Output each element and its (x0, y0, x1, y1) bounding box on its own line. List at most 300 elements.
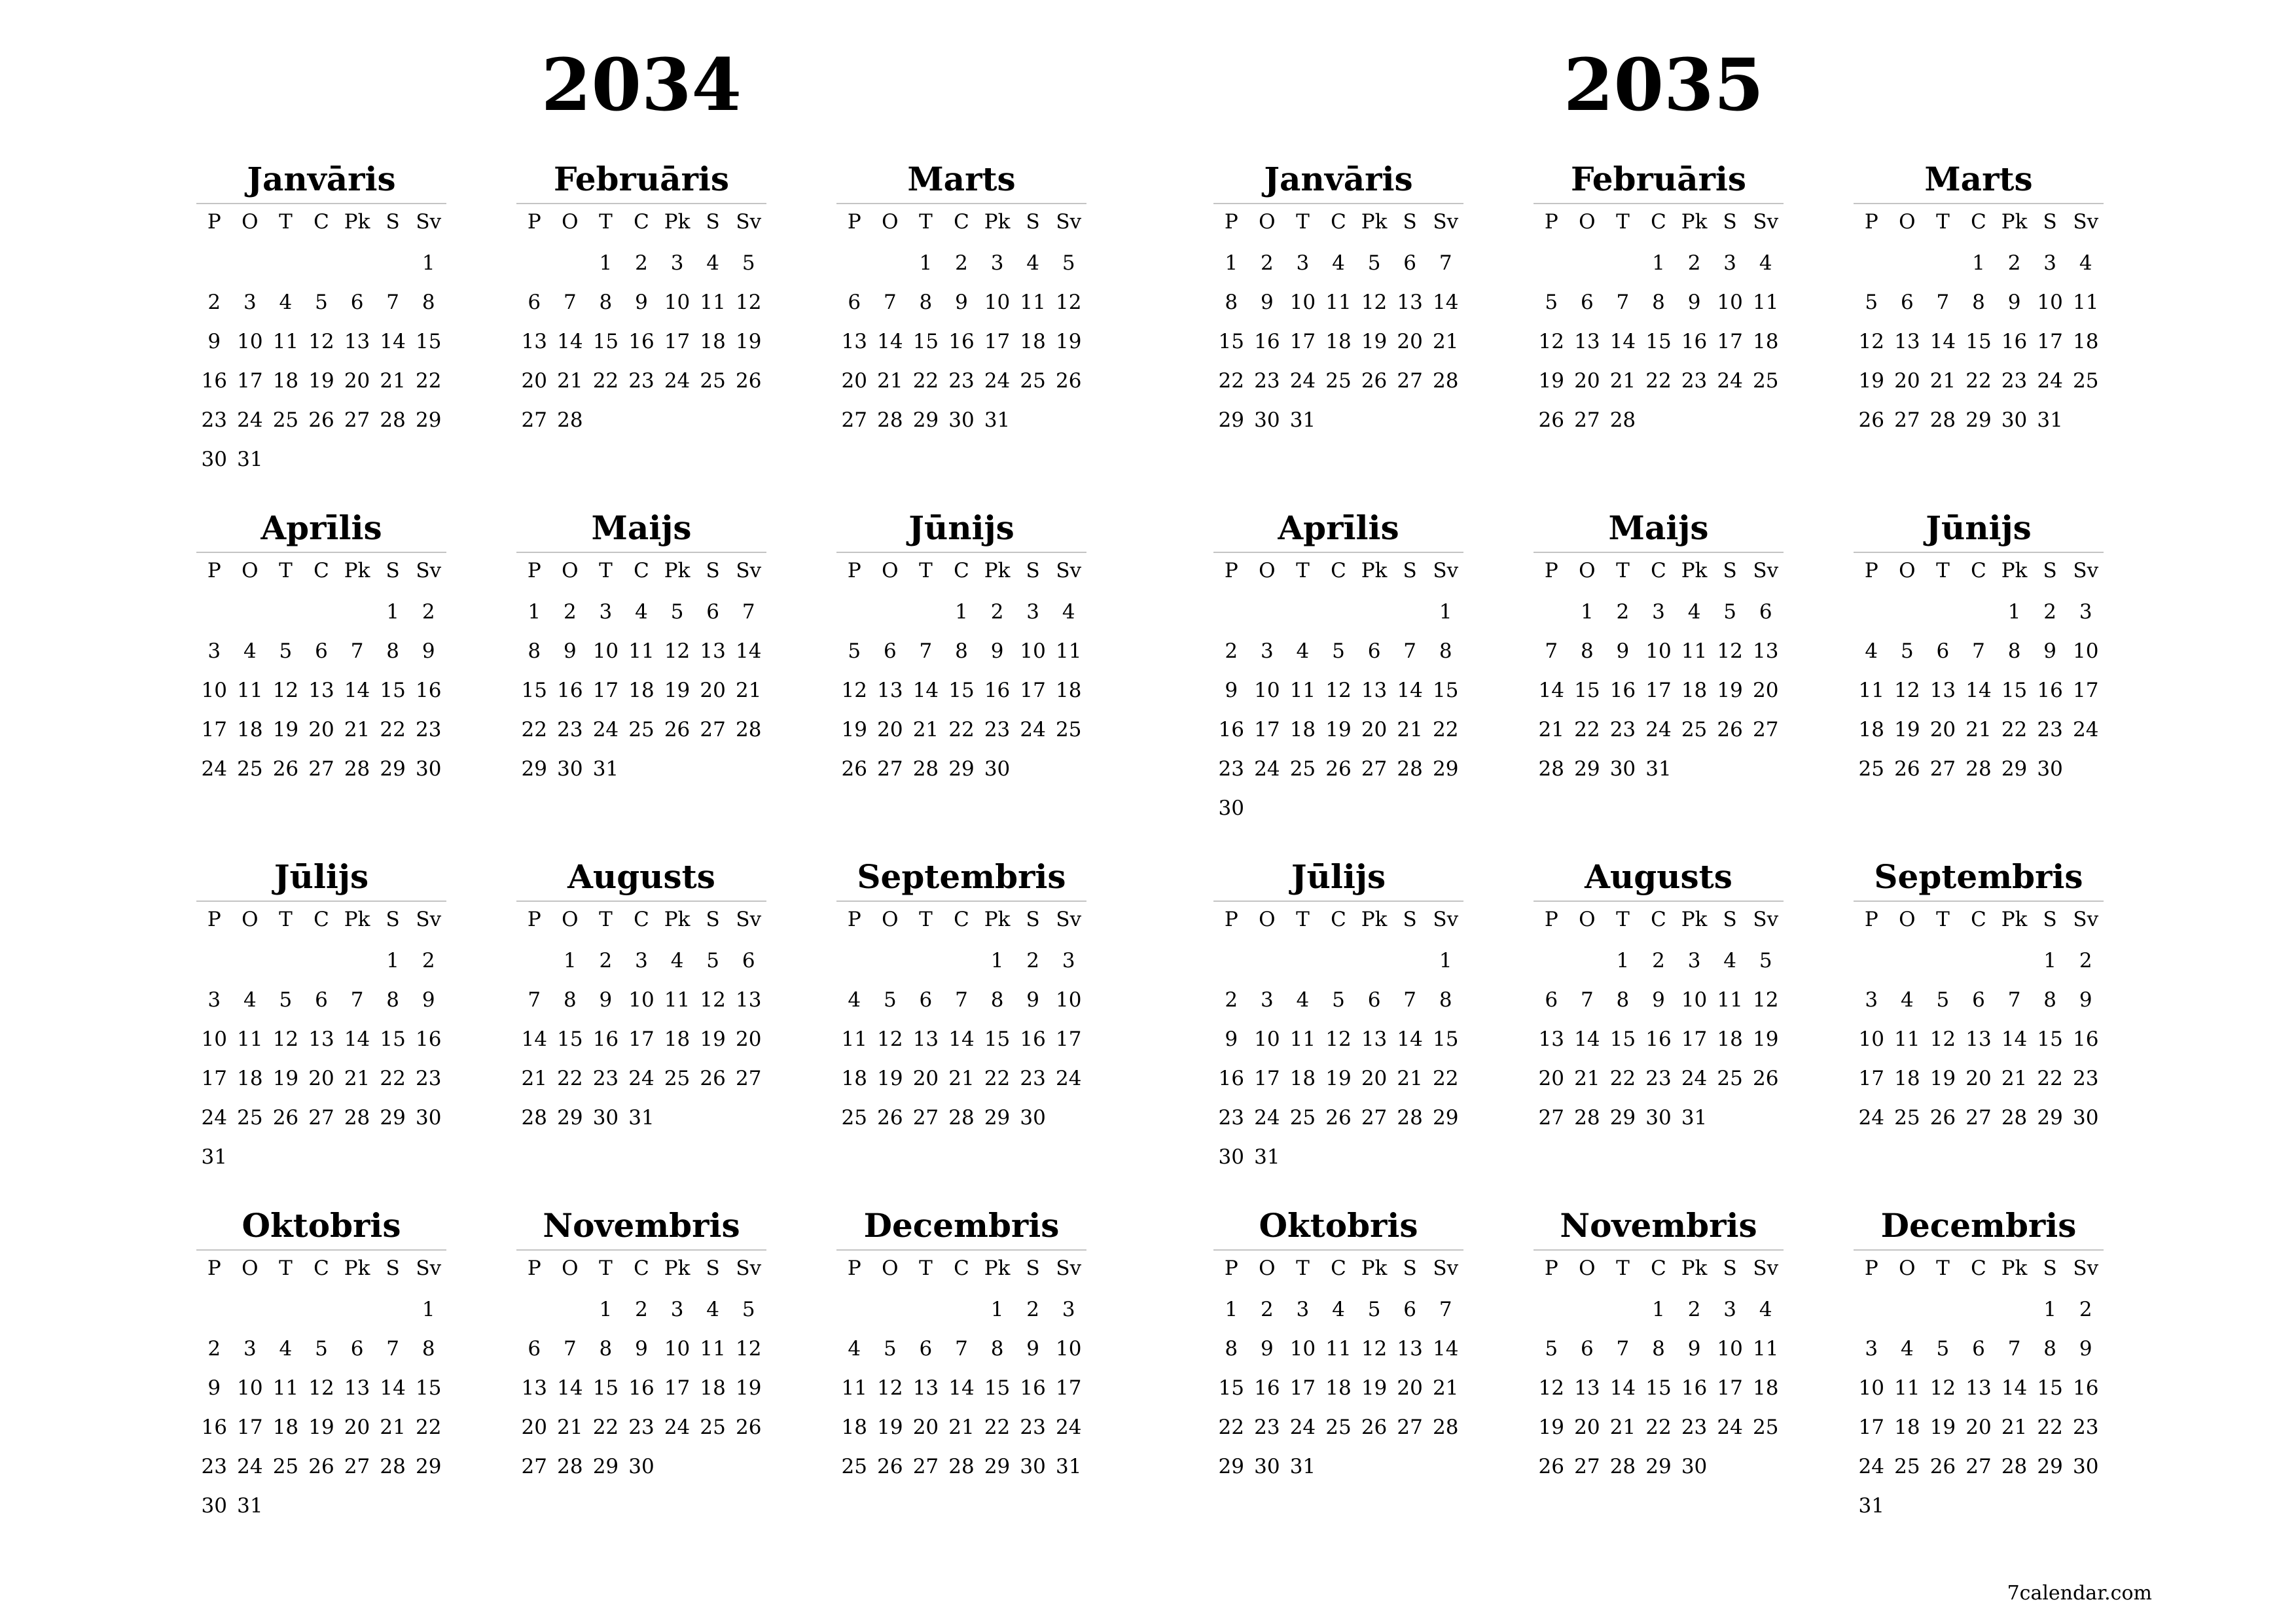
weekday-header: C (954, 908, 969, 931)
day-cell: 2 (1260, 251, 1274, 275)
day-cell: 16 (2072, 1027, 2099, 1051)
weekday-header: Sv (736, 1257, 762, 1280)
empty-cell (944, 941, 980, 980)
empty-cell (836, 1290, 872, 1329)
year-title-2035: 2035 (1563, 43, 1765, 127)
day-cell: 26 (1538, 1455, 1564, 1478)
day-cell: 4 (1026, 251, 1039, 275)
weekday-header: O (242, 559, 259, 582)
day-cell: 23 (201, 1455, 227, 1478)
month-days-grid (1854, 553, 2104, 789)
day-cell: 31 (1681, 1106, 1708, 1130)
day-cell: 25 (700, 369, 726, 393)
empty-cell (872, 1290, 908, 1329)
day-cell: 17 (628, 1027, 655, 1051)
day-cell: 30 (1254, 408, 1280, 432)
day-cell: 28 (380, 408, 406, 432)
month-block (196, 853, 446, 1202)
day-cell: 29 (948, 757, 975, 781)
day-cell: 27 (912, 1106, 939, 1130)
day-cell: 31 (628, 1106, 655, 1130)
day-cell: 5 (1723, 600, 1736, 624)
day-cell: 26 (735, 1416, 762, 1439)
empty-cell (1890, 941, 1926, 980)
day-cell: 5 (1367, 1298, 1381, 1321)
day-cell: 23 (1020, 1416, 1046, 1439)
day-cell: 9 (207, 1376, 221, 1400)
day-cell: 16 (628, 330, 655, 353)
day-cell: 19 (1361, 330, 1388, 353)
day-cell: 9 (599, 988, 613, 1012)
day-cell: 31 (1254, 1145, 1280, 1169)
day-cell: 15 (380, 1027, 406, 1051)
day-cell: 22 (592, 1416, 619, 1439)
day-cell: 2 (2043, 600, 2056, 624)
weekday-header: S (706, 908, 720, 931)
day-cell: 13 (1965, 1376, 1992, 1400)
month-block (1534, 156, 1784, 505)
day-cell: 3 (243, 1337, 257, 1361)
empty-cell (339, 1290, 375, 1329)
day-cell: 1 (1225, 251, 1238, 275)
month-name: Jūnijs (1926, 508, 2032, 547)
day-cell: 2 (2007, 251, 2021, 275)
weekday-header: Pk (344, 559, 370, 582)
day-cell: 26 (1717, 718, 1743, 741)
day-cell: 19 (1929, 1416, 1956, 1439)
day-cell: 14 (380, 1376, 406, 1400)
day-cell: 17 (664, 330, 691, 353)
day-cell: 8 (2007, 639, 2021, 663)
weekday-header: O (882, 908, 899, 931)
weekday-header: T (919, 1257, 933, 1280)
day-cell: 21 (1397, 1067, 1423, 1090)
day-cell: 18 (1325, 1376, 1352, 1400)
weekday-header: S (706, 1257, 720, 1280)
day-cell: 28 (912, 757, 939, 781)
day-cell: 11 (237, 1027, 263, 1051)
empty-cell (339, 592, 375, 632)
month-name: Maijs (1608, 508, 1709, 547)
day-cell: 2 (635, 251, 648, 275)
day-cell: 5 (883, 988, 897, 1012)
day-cell: 9 (1687, 291, 1701, 314)
day-cell: 25 (237, 1106, 263, 1130)
empty-cell (1392, 592, 1428, 632)
weekday-header: C (954, 210, 969, 234)
day-cell: 18 (1717, 1027, 1743, 1051)
day-cell: 10 (1681, 988, 1708, 1012)
weekday-header: P (1544, 559, 1558, 582)
day-cell: 3 (1296, 251, 1310, 275)
empty-cell (872, 592, 908, 632)
footer-site-label: 7calendar.com (2007, 1582, 2152, 1605)
day-cell: 11 (1055, 639, 1082, 663)
day-cell: 7 (1616, 1337, 1630, 1361)
day-cell: 7 (2007, 988, 2021, 1012)
weekday-header: S (1403, 210, 1417, 234)
day-cell: 20 (735, 1027, 762, 1051)
day-cell: 3 (1687, 949, 1701, 972)
day-cell: 29 (415, 1455, 442, 1478)
day-cell: 30 (201, 448, 227, 471)
day-cell: 25 (1717, 1067, 1743, 1090)
day-cell: 7 (1403, 988, 1416, 1012)
day-cell: 5 (1062, 251, 1075, 275)
weekday-header: Pk (1361, 1257, 1388, 1280)
day-cell: 13 (1574, 330, 1600, 353)
day-cell: 8 (1652, 291, 1665, 314)
day-cell: 10 (1858, 1027, 1884, 1051)
day-cell: 6 (919, 988, 933, 1012)
day-cell: 3 (1026, 600, 1039, 624)
day-cell: 9 (2043, 639, 2056, 663)
day-cell: 28 (877, 408, 903, 432)
day-cell: 10 (1289, 1337, 1316, 1361)
day-cell: 4 (2079, 251, 2092, 275)
weekday-header: Pk (984, 559, 1011, 582)
weekday-header: S (1026, 559, 1040, 582)
day-cell: 13 (521, 330, 547, 353)
month-days-grid (1534, 553, 1784, 789)
month-name: Marts (907, 160, 1016, 198)
day-cell: 25 (272, 408, 299, 432)
weekday-header: O (1899, 559, 1916, 582)
day-cell: 28 (1609, 1455, 1636, 1478)
day-cell: 1 (1972, 251, 1985, 275)
day-cell: 18 (1289, 1067, 1316, 1090)
day-cell: 10 (1020, 639, 1046, 663)
day-cell: 17 (1858, 1067, 1884, 1090)
month-name: Jūlijs (1291, 857, 1386, 896)
weekday-header: C (634, 908, 649, 931)
day-cell: 12 (1361, 1337, 1388, 1361)
day-cell: 3 (1062, 1298, 1075, 1321)
empty-cell (1356, 592, 1392, 632)
empty-cell (304, 941, 340, 980)
day-cell: 14 (1609, 330, 1636, 353)
day-cell: 20 (912, 1416, 939, 1439)
day-cell: 16 (415, 679, 442, 702)
month-block (1213, 1202, 1463, 1551)
day-cell: 16 (1681, 330, 1708, 353)
day-cell: 9 (422, 988, 435, 1012)
day-cell: 29 (1218, 408, 1244, 432)
day-cell: 22 (592, 369, 619, 393)
weekday-header: S (1403, 559, 1417, 582)
day-cell: 2 (1652, 949, 1665, 972)
day-cell: 3 (1062, 949, 1075, 972)
day-cell: 17 (1254, 1067, 1280, 1090)
day-cell: 3 (2079, 600, 2092, 624)
day-cell: 5 (1545, 1337, 1558, 1361)
day-cell: 8 (1225, 1337, 1238, 1361)
day-cell: 8 (386, 639, 399, 663)
day-cell: 26 (735, 369, 762, 393)
day-cell: 25 (1325, 1416, 1352, 1439)
day-cell: 3 (635, 949, 648, 972)
weekday-header: Pk (344, 908, 370, 931)
month-block (836, 1202, 1086, 1551)
day-cell: 22 (557, 1067, 583, 1090)
day-cell: 8 (1616, 988, 1630, 1012)
day-cell: 30 (2037, 757, 2063, 781)
day-cell: 10 (237, 330, 263, 353)
empty-cell (908, 1290, 944, 1329)
day-cell: 20 (1894, 369, 1920, 393)
weekday-header: C (314, 559, 329, 582)
day-cell: 8 (599, 1337, 613, 1361)
day-cell: 21 (344, 1067, 370, 1090)
weekday-header: C (634, 1257, 649, 1280)
day-cell: 6 (706, 600, 719, 624)
day-cell: 24 (1289, 1416, 1316, 1439)
day-cell: 8 (2043, 1337, 2056, 1361)
day-cell: 26 (1361, 369, 1388, 393)
day-cell: 12 (308, 1376, 334, 1400)
day-cell: 4 (635, 600, 648, 624)
day-cell: 15 (2037, 1376, 2063, 1400)
day-cell: 27 (1538, 1106, 1564, 1130)
day-cell: 26 (841, 757, 867, 781)
day-cell: 10 (1858, 1376, 1884, 1400)
day-cell: 11 (1894, 1027, 1920, 1051)
day-cell: 9 (422, 639, 435, 663)
month-block (1213, 156, 1463, 505)
day-cell: 26 (1538, 408, 1564, 432)
day-cell: 14 (2001, 1376, 2028, 1400)
weekday-header: O (1579, 210, 1596, 234)
day-cell: 23 (628, 1416, 655, 1439)
weekday-header: O (1259, 210, 1276, 234)
empty-cell (1890, 243, 1926, 283)
day-cell: 8 (1225, 291, 1238, 314)
day-cell: 1 (386, 949, 399, 972)
weekday-header: S (706, 559, 720, 582)
day-cell: 30 (201, 1494, 227, 1518)
day-cell: 13 (1538, 1027, 1564, 1051)
day-cell: 7 (2007, 1337, 2021, 1361)
day-cell: 5 (1332, 988, 1345, 1012)
day-cell: 25 (1752, 369, 1779, 393)
day-cell: 5 (1900, 639, 1914, 663)
weekday-header: S (2043, 559, 2057, 582)
month-name: Novembris (1560, 1206, 1757, 1245)
day-cell: 18 (841, 1416, 867, 1439)
day-cell: 12 (1538, 1376, 1564, 1400)
day-cell: 27 (308, 757, 334, 781)
empty-cell (232, 941, 268, 980)
weekday-header: C (1651, 1257, 1666, 1280)
weekday-header: O (1899, 210, 1916, 234)
day-cell: 13 (1752, 639, 1779, 663)
day-cell: 11 (700, 291, 726, 314)
day-cell: 18 (1020, 330, 1046, 353)
day-cell: 20 (700, 679, 726, 702)
day-cell: 22 (984, 1416, 1011, 1439)
day-cell: 13 (1361, 1027, 1388, 1051)
day-cell: 24 (984, 369, 1011, 393)
empty-cell (268, 592, 304, 632)
day-cell: 20 (1361, 1067, 1388, 1090)
day-cell: 27 (1574, 408, 1600, 432)
day-cell: 27 (1574, 1455, 1600, 1478)
day-cell: 19 (1858, 369, 1884, 393)
weekday-header: T (279, 908, 293, 931)
day-cell: 30 (1020, 1106, 1046, 1130)
month-name: Decembris (1880, 1206, 2077, 1245)
day-cell: 25 (1325, 369, 1352, 393)
empty-cell (339, 243, 375, 283)
weekday-header: C (954, 1257, 969, 1280)
weekday-header: C (314, 908, 329, 931)
day-cell: 29 (1609, 1106, 1636, 1130)
day-cell: 13 (344, 330, 370, 353)
day-cell: 17 (201, 1067, 227, 1090)
day-cell: 6 (883, 639, 897, 663)
day-cell: 4 (1332, 251, 1345, 275)
day-cell: 1 (563, 949, 577, 972)
empty-cell (1925, 243, 1961, 283)
day-cell: 11 (1858, 679, 1884, 702)
day-cell: 27 (1361, 1106, 1388, 1130)
weekday-header: P (1544, 210, 1558, 234)
day-cell: 20 (1574, 369, 1600, 393)
day-cell: 24 (664, 1416, 691, 1439)
day-cell: 31 (201, 1145, 227, 1169)
day-cell: 9 (1260, 291, 1274, 314)
day-cell: 2 (635, 1298, 648, 1321)
month-block (196, 156, 446, 505)
day-cell: 19 (841, 718, 867, 741)
day-cell: 28 (380, 1455, 406, 1478)
day-cell: 28 (1432, 1416, 1459, 1439)
weekday-header: O (242, 1257, 259, 1280)
day-cell: 19 (1538, 369, 1564, 393)
day-cell: 6 (350, 291, 364, 314)
month-days-grid (516, 553, 766, 789)
weekday-header: T (599, 908, 613, 931)
day-cell: 8 (1439, 988, 1452, 1012)
day-cell: 28 (948, 1455, 975, 1478)
empty-cell (1570, 1290, 1605, 1329)
day-cell: 12 (1361, 291, 1388, 314)
day-cell: 4 (1062, 600, 1075, 624)
weekday-header: P (207, 559, 221, 582)
weekday-header: S (1026, 908, 1040, 931)
day-cell: 24 (664, 369, 691, 393)
day-cell: 4 (243, 988, 257, 1012)
day-cell: 13 (1574, 1376, 1600, 1400)
year-calendar-2035 (1213, 156, 2132, 1551)
day-cell: 27 (912, 1455, 939, 1478)
day-cell: 1 (2043, 949, 2056, 972)
day-cell: 23 (201, 408, 227, 432)
day-cell: 15 (557, 1027, 583, 1051)
weekday-header: O (1259, 1257, 1276, 1280)
weekday-header: S (2043, 210, 2057, 234)
day-cell: 5 (1545, 291, 1558, 314)
day-cell: 31 (1289, 1455, 1316, 1478)
day-cell: 24 (237, 408, 263, 432)
day-cell: 25 (1752, 1416, 1779, 1439)
day-cell: 14 (1397, 1027, 1423, 1051)
month-days-grid (1854, 204, 2104, 440)
day-cell: 7 (528, 988, 541, 1012)
month-days-grid (1213, 1251, 1463, 1486)
day-cell: 3 (599, 600, 613, 624)
day-cell: 5 (706, 949, 719, 972)
empty-cell (516, 1290, 552, 1329)
day-cell: 16 (1254, 330, 1280, 353)
day-cell: 1 (955, 600, 968, 624)
day-cell: 5 (848, 639, 861, 663)
day-cell: 25 (1681, 718, 1708, 741)
day-cell: 24 (1020, 718, 1046, 741)
weekday-header: O (1259, 559, 1276, 582)
day-cell: 16 (415, 1027, 442, 1051)
day-cell: 11 (700, 1337, 726, 1361)
day-cell: 11 (2072, 291, 2099, 314)
day-cell: 15 (1645, 1376, 1672, 1400)
weekday-header: P (847, 1257, 861, 1280)
day-cell: 4 (1296, 988, 1310, 1012)
day-cell: 31 (1289, 408, 1316, 432)
day-cell: 21 (735, 679, 762, 702)
weekday-header: T (1936, 210, 1950, 234)
day-cell: 17 (201, 718, 227, 741)
day-cell: 4 (1332, 1298, 1345, 1321)
day-cell: 4 (706, 1298, 719, 1321)
empty-cell (1570, 941, 1605, 980)
day-cell: 3 (1260, 639, 1274, 663)
day-cell: 2 (1225, 639, 1238, 663)
day-cell: 4 (1687, 600, 1701, 624)
day-cell: 1 (2007, 600, 2021, 624)
day-cell: 4 (1900, 988, 1914, 1012)
day-cell: 8 (919, 291, 933, 314)
day-cell: 18 (272, 369, 299, 393)
empty-cell (1356, 941, 1392, 980)
day-cell: 27 (1929, 757, 1956, 781)
day-cell: 9 (1652, 988, 1665, 1012)
day-cell: 17 (592, 679, 619, 702)
day-cell: 2 (2079, 1298, 2092, 1321)
day-cell: 25 (1289, 1106, 1316, 1130)
day-cell: 18 (2072, 330, 2099, 353)
day-cell: 11 (1325, 1337, 1352, 1361)
day-cell: 16 (1218, 1067, 1244, 1090)
day-cell: 1 (599, 251, 613, 275)
day-cell: 6 (1580, 291, 1594, 314)
day-cell: 7 (1545, 639, 1558, 663)
day-cell: 13 (912, 1027, 939, 1051)
day-cell: 21 (1538, 718, 1564, 741)
day-cell: 6 (742, 949, 755, 972)
day-cell: 13 (877, 679, 903, 702)
day-cell: 6 (315, 639, 328, 663)
day-cell: 19 (1894, 718, 1920, 741)
weekday-header: Pk (984, 210, 1011, 234)
day-cell: 19 (1055, 330, 1082, 353)
day-cell: 13 (700, 639, 726, 663)
day-cell: 26 (1929, 1455, 1956, 1478)
day-cell: 23 (628, 369, 655, 393)
day-cell: 14 (1609, 1376, 1636, 1400)
day-cell: 5 (1759, 949, 1772, 972)
weekday-header: Sv (1753, 210, 1779, 234)
day-cell: 29 (557, 1106, 583, 1130)
